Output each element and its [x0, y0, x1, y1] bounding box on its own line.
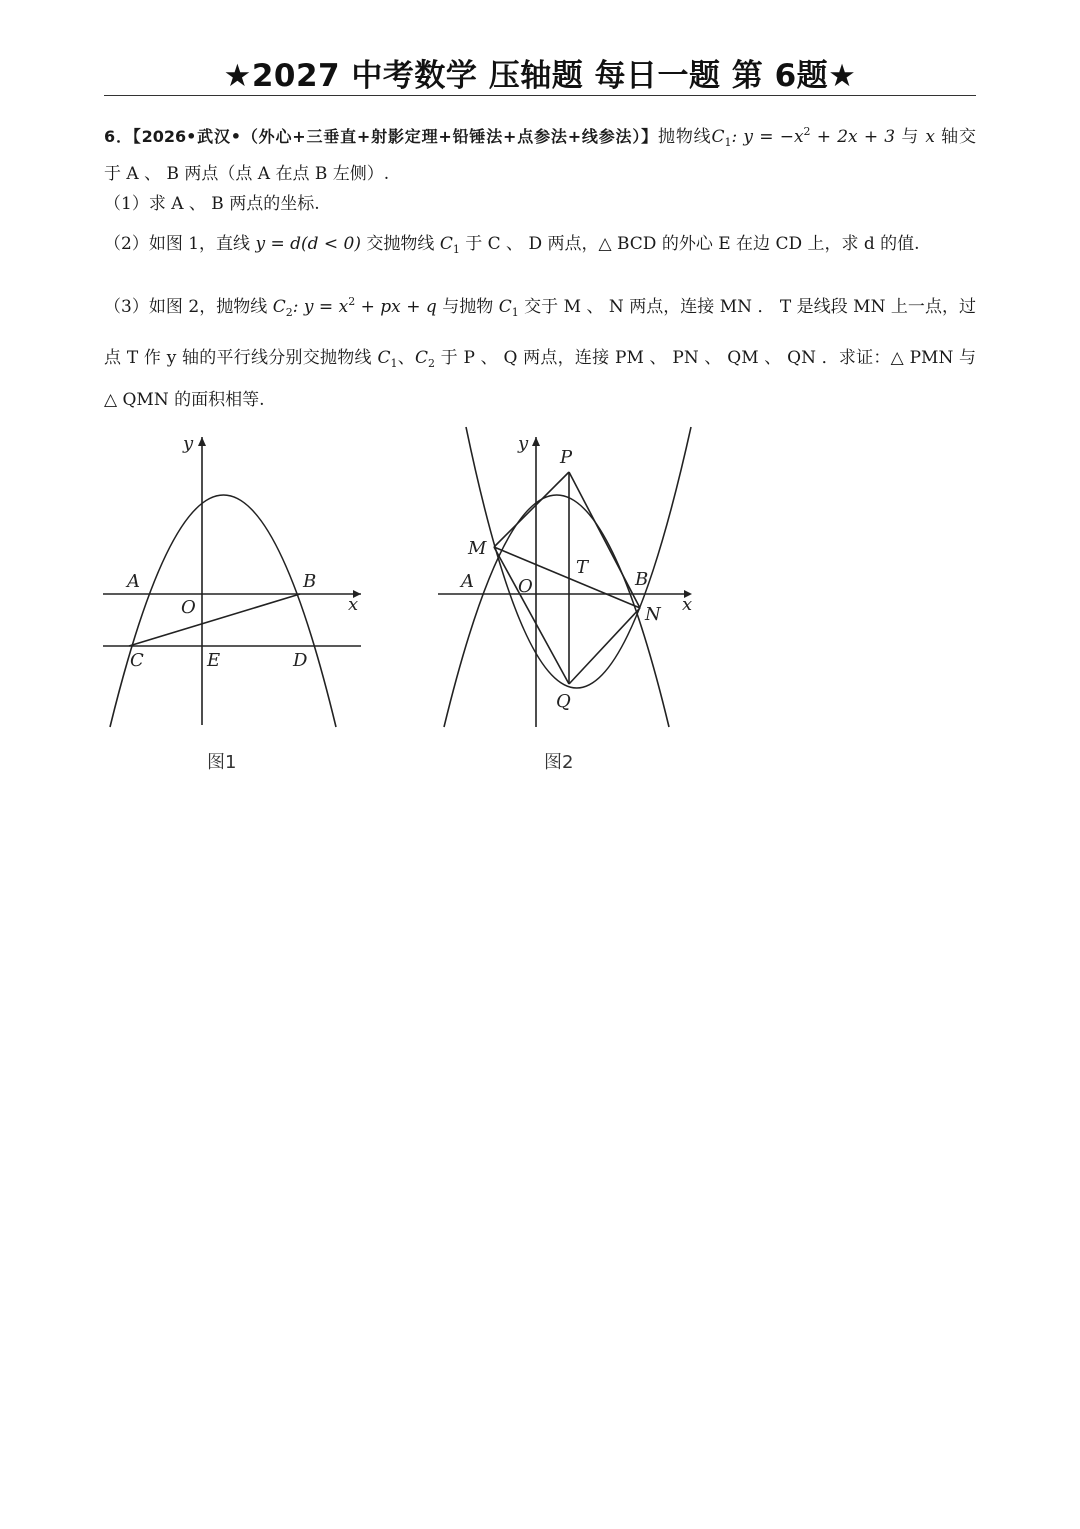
- question-part-1: （1）求 A 、 B 两点的坐标.: [104, 194, 320, 214]
- part3-text-c: 交于 M 、 N 两点，连接 MN ． T 是线段 MN 上一点，过: [518, 297, 976, 317]
- c2-exponent: 2: [348, 295, 356, 308]
- figure-2: [430, 425, 710, 745]
- fig2-label-n: N: [645, 604, 661, 625]
- fig2-label-o: O: [518, 576, 533, 597]
- problem-number: 6．: [104, 127, 133, 146]
- fig1-label-x: x: [348, 594, 359, 615]
- problem-line-2: 于 A 、 B 两点（点 A 在点 B 左侧）.: [104, 164, 390, 184]
- fig2-label-x: x: [682, 594, 693, 615]
- fig1-label-c: C: [130, 650, 144, 671]
- figure-1: [95, 425, 375, 745]
- fig1-label-y: y: [183, 433, 194, 454]
- part3-text-a: （3）如图 2，抛物线: [104, 297, 273, 317]
- question-part-3-line-1: [104, 290, 976, 325]
- intro-text-b: 与: [895, 127, 926, 147]
- fig2-segment-pn: [569, 472, 640, 608]
- c1-equation-part1: : y = −x: [731, 127, 804, 147]
- title-underline: [104, 95, 976, 96]
- fig2-label-m: M: [468, 538, 487, 559]
- question-part-3-line-2: [104, 346, 976, 376]
- figure-1-caption: 图1: [207, 752, 237, 773]
- part2-text-c: 于 C 、 D 两点，△ BCD 的外心 E 在边 CD 上，求 d 的值.: [459, 234, 920, 254]
- fig1-segment-bc: [129, 594, 300, 646]
- fig2-label-p: P: [560, 447, 573, 468]
- c2-subscript-ref: 2: [427, 357, 435, 370]
- problem-source: 【2026•武汉•（外心+三垂直+射影定理+铅锤法+点参法+线参法）】: [132, 127, 658, 146]
- fig2-label-a: A: [461, 571, 474, 592]
- question-part-3-line-3: △ QMN 的面积相等.: [104, 390, 265, 410]
- intro-text-c: 轴交: [934, 127, 976, 147]
- part2-text-a: （2）如图 1，直线: [104, 234, 256, 254]
- intro-text: 抛物线: [658, 127, 712, 147]
- c2-equation-part1: : y = x: [292, 297, 349, 317]
- c1-exponent: 2: [803, 125, 811, 138]
- fig1-label-a: A: [127, 571, 140, 592]
- problem-line-1: [104, 120, 976, 155]
- c1-subscript: 1: [724, 136, 732, 149]
- fig2-segment-mn: [494, 547, 640, 608]
- fig2-y-arrow: [532, 437, 540, 446]
- fig1-y-arrow: [198, 437, 206, 446]
- figure-2-caption: 图2: [544, 752, 574, 773]
- fig2-segment-qm: [494, 547, 569, 684]
- part3-line2-text-a: 点 T 作 y 轴的平行线分别交抛物线: [104, 348, 378, 368]
- c1-name-ref: C: [439, 234, 453, 254]
- part2-text-b: 交抛物线: [361, 234, 440, 254]
- fig1-label-d: D: [293, 650, 308, 671]
- part3-line2-text-b: 、: [397, 348, 415, 368]
- c1-subscript-ref: 1: [452, 243, 460, 256]
- fig2-segment-pm: [494, 472, 569, 547]
- page-title: ★2027 中考数学 压轴题 每日一题 第 6题★: [223, 58, 857, 94]
- fig2-label-t: T: [576, 557, 589, 578]
- c1-subscript-ref-3: 1: [390, 357, 398, 370]
- fig1-label-o: O: [181, 597, 196, 618]
- c2-subscript: 2: [285, 306, 293, 319]
- fig1-label-b: B: [303, 571, 317, 592]
- fig2-label-y: y: [518, 433, 529, 454]
- fig2-label-b: B: [635, 569, 649, 590]
- part3-text-b: 与抛物: [436, 297, 499, 317]
- question-part-2: [104, 232, 976, 262]
- c1-subscript-ref-2: 1: [511, 306, 519, 319]
- x-variable: x: [925, 127, 935, 147]
- c1-name-ref-2: C: [498, 297, 512, 317]
- part2-equation: y = d(d < 0): [255, 234, 362, 254]
- c2-equation-part2: + px + q: [355, 297, 437, 317]
- c2-name-ref: C: [414, 348, 428, 368]
- part3-line2-text-c: 于 P 、 Q 两点，连接 PM 、 PN 、 QM 、 QN ．求证：△ PMN 与: [434, 348, 976, 368]
- fig2-label-q: Q: [556, 691, 571, 712]
- fig1-parabola-c1: [110, 495, 336, 727]
- c1-name-ref-3: C: [377, 348, 391, 368]
- c1-name: C: [711, 127, 725, 147]
- fig1-label-e: E: [207, 650, 221, 671]
- c1-equation-part2: + 2x + 3: [810, 127, 896, 147]
- c2-name: C: [272, 297, 286, 317]
